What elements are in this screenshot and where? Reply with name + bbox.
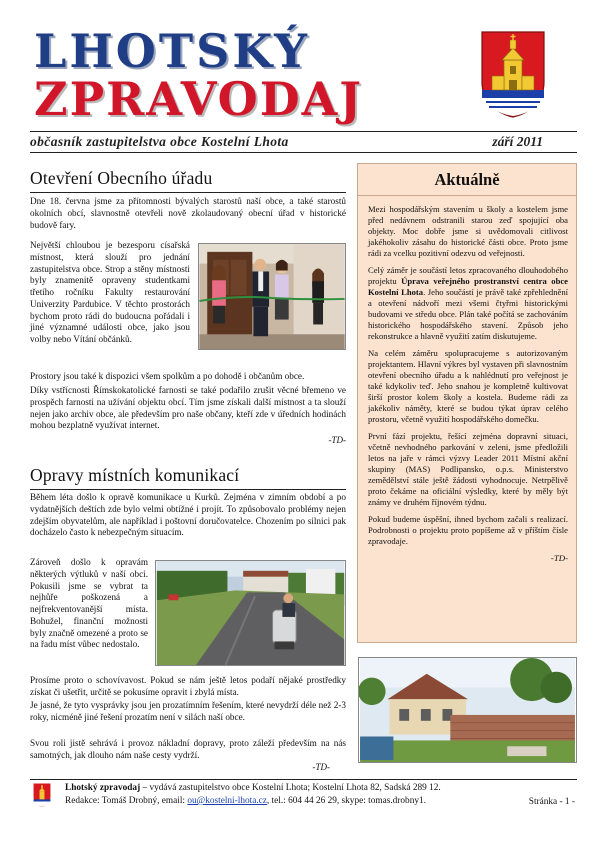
footer-rule	[30, 779, 577, 780]
article-2-title: Opravy místních komunikací	[30, 465, 240, 485]
sidebar-paragraph-2-rest: . Jeho součástí je právě také zpřehlednění a otevření nádvoří mezi všemi čtyřmi historickými budovami ve středu obce. Plán také počítá se zachováním historického hospodářského stavení. Způsob jeho rekonstrukce a hlavně využití zatím diskutujeme.	[368, 287, 569, 341]
village-coat-of-arms-icon	[480, 30, 546, 118]
sidebar-paragraph-1: Mezi hospodářským stavením u školy a kostelem jsme před nedávnem odstranili starou zeď spojující oba objekty. Moc dobře jsme si uvědomovali citlivost jakéhokoliv zásahu do historické části obce. Proto jsme rádi za vcelku pozitivní odezvu od veřejnosti.	[368, 204, 568, 258]
article-1-title-rule	[30, 192, 346, 193]
article-1-header	[30, 168, 346, 193]
sidebar-title: Aktuálně	[358, 164, 576, 196]
article-2-header	[30, 465, 346, 490]
ribbon-cutting-photo	[198, 243, 346, 350]
masthead-title-line1: LHOTSKÝ	[34, 24, 310, 78]
sidebar-body	[368, 204, 568, 564]
article-2-paragraph-5: Svou roli jistě sehrává i provoz nákladní dopravy, proto záleží především na nás samotných, jak dlouho nám naše cesty vydrží.	[30, 738, 346, 760]
article-2-signature: -TD-	[312, 762, 330, 772]
footer-publisher	[65, 783, 441, 793]
article-1-paragraph-1: Dne 18. června jsme za přítomnosti bývalých starostů naší obce, a také starostů okolních obcí, slavnostně otevřeli nově zkolaudovaný obecní úřad v historické budově fary.	[30, 196, 346, 230]
masthead-title-line2: ZPRAVODAJ	[34, 72, 364, 126]
article-2-paragraph-1: Během léta došlo k opravě komunikace u Kurků. Zejména v zimním období a po vydatnějších deštích zde bylo velmi obtížné i projít. To způsobovalo problémy nejen zdejším obyvatelům, ale například i poštovní doručovatelce. Chozením po silnici pak docházelo často k nebezpečným situacím.	[30, 492, 346, 538]
article-2-title-rule	[30, 489, 346, 490]
footer-coat-of-arms-icon	[33, 783, 51, 807]
sidebar-paragraph-3: Na celém záměru spolupracujeme s autorizovaným projektantem. Hlavní výkres byl vystaven při slavnostním otevření obecního úřadu a k nahlédnutí pro veřejnost je také kdykoliv teď. Jeho snahou je kompletně kultivovat širší prostor kolem školy a kostela. Budeme rádi za jakékoliv náměty, které se budou týkat úprav celého prostoru, včetně využití hospodářského domečku.	[368, 348, 568, 424]
footer-publication-name: Lhotský zpravodaj	[65, 783, 141, 793]
sidebar-paragraph-4: První fází projektu, řešící zejména dopravní situaci, včetně nevhodného parkování v zeleni, jsme předložili letos na jaře v rámci výzvy Leader 2011 Místní akční skupiny (MAS) Podlipansko, o.p.s. Ministerstvo zemědělství stále ještě žádosti vyhodnocuje. Netrpělivě proto čekáme na oficiální výsledky, které by měly být známy ve druhém říjnovém týdnu.	[368, 431, 568, 507]
sidebar-paragraph-5: Pokud budeme úspěšní, ihned bychom začali s realizací. Podrobnosti o projektu proto popíšeme až v příštím čísle zpravodaje.	[368, 514, 568, 546]
issue-date: září 2011	[492, 134, 543, 149]
article-2-paragraph-4: Je jasné, že tyto vysprávky jsou jen prozatímním řešením, které nevydrží déle než 2-3 roky, nicméně jiné řešení prozatím není v silách naší obce.	[30, 700, 346, 722]
footer-editor: Redakce: Tomáš Drobný, email:	[65, 796, 188, 806]
farm-building-photo	[358, 657, 577, 763]
article-1-signature: -TD-	[328, 435, 346, 445]
page-number: Stránka - 1 -	[528, 797, 575, 807]
sidebar-aktualne	[357, 163, 577, 643]
sidebar-project-name: Úprava veřejného prostranství centra obce Kostelní Lhota	[368, 276, 568, 297]
footer-publisher-details: – vydává zastupitelstvo obce Kostelní Lhota; Kostelní Lhota 82, Sadská 289 12.	[140, 783, 441, 793]
footer-contact	[65, 796, 426, 806]
tagline: občasník zastupitelstva obce Kostelní Lhota	[30, 134, 289, 149]
article-2-paragraph-3: Prosíme proto o schovívavost. Pokud se nám ještě letos podaří nějaké prostředky získat či ušetřit, určitě se pokusíme opravit i zbylá místa.	[30, 675, 346, 697]
road-repair-photo	[155, 560, 346, 666]
masthead-subheader	[30, 131, 577, 153]
article-1-paragraph-2: Největší chloubou je bezesporu císařská místnost, která slouží pro jednání zastupitelstva obce. Strop a stěny místnosti byly znamenitě opraveny studentkami třetího ročníku Fakulty restaurování Univerzity Pardubice. V těchto prostorách bychom proto rádi do budoucna pořádali i jiné významné události obce, jako jsou volby nebo Vítání občánků.	[30, 240, 190, 345]
masthead	[30, 10, 430, 126]
article-2-paragraph-2: Zároveň došlo k opravám některých výtluků v naší obci. Pokusili jsme se vybrat ta nejhůře poškozená a nejfrekventovanější místa. Bohužel, finanční možnosti byly značně omezené a proto se na řadu míst vůbec nedostalo.	[30, 557, 148, 650]
article-1-paragraph-4: Díky vstřícnosti Římskokatolické farnosti se také podařilo zrušit věcné břemeno ve prospěch farnosti na užívání objektu obcí. Tím jsme získali další místnost a ta slouží nejen jako archiv obce, ale především pro naše občany, kteří zde v úředních hodinách mohou bezplatně využívat internet.	[30, 385, 346, 431]
sidebar-paragraph-2	[368, 265, 568, 342]
footer-phone-skype: , tel.: 604 44 26 29, skype: tomas.drobny1.	[266, 796, 426, 806]
footer-email-link[interactable]: ou@kostelni-lhota.cz	[187, 796, 267, 806]
article-1-title: Otevření Obecního úřadu	[30, 168, 213, 188]
article-1-paragraph-3: Prostory jsou také k dispozici všem spolkům a po dohodě i občanům obce.	[30, 371, 305, 381]
sidebar-signature: -TD-	[550, 553, 568, 563]
sidebar-paragraph-2-lead: Celý záměr je součástí letos zpracovaného dlouhodobého projektu	[368, 265, 568, 286]
